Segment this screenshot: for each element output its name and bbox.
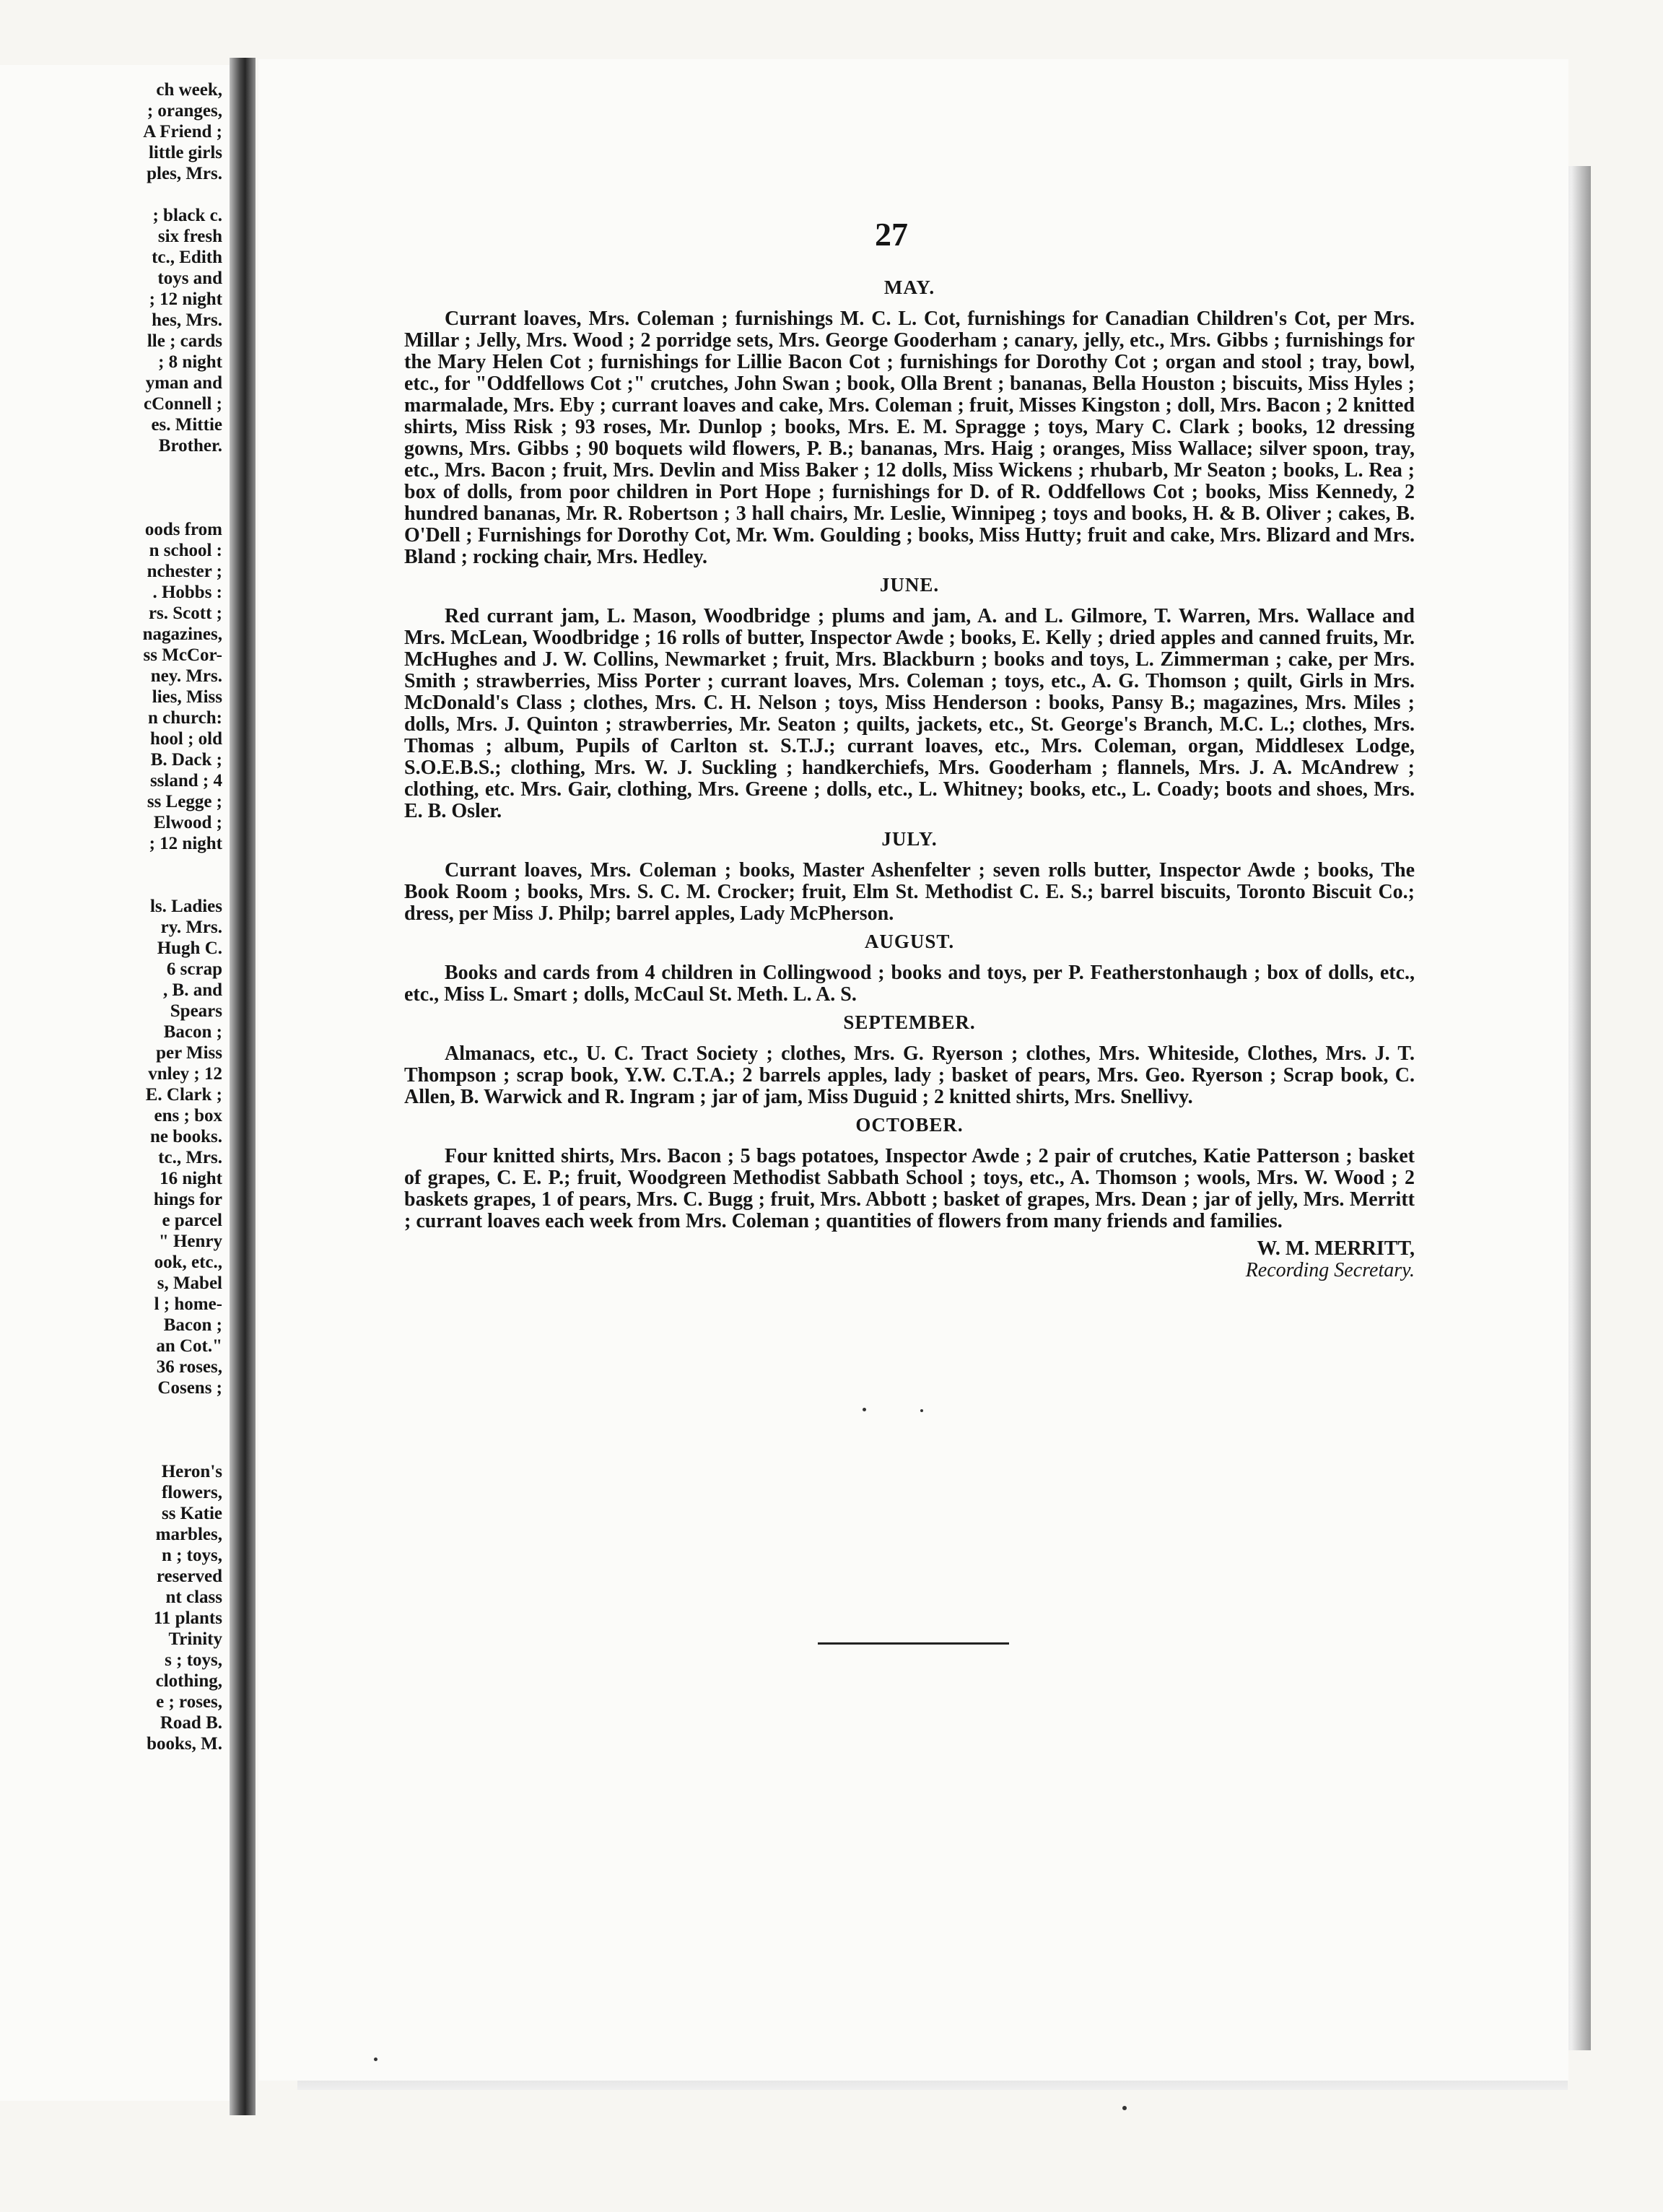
left-page-line: 36 roses, <box>156 1357 222 1377</box>
left-page-line: nt class <box>165 1588 222 1607</box>
left-page-line <box>143 875 222 896</box>
end-rule <box>818 1642 1009 1645</box>
left-page-line: nchester ; <box>147 562 222 581</box>
donations-list <box>404 271 1415 1281</box>
left-page-line: , B. and <box>163 980 222 1000</box>
month-heading-october: OCTOBER. <box>855 1114 964 1136</box>
left-page-line: ; 8 night <box>158 352 222 372</box>
month-entries-may: Currant loaves, Mrs. Coleman ; furnishings M. C. L. Cot, furnishings for Canadian Children's Cot, per Mrs. Millar ; Jelly, Mrs. Wood ; 2 porridge sets, Mrs. George Gooderham ; canary, jelly, etc., Mrs. Gibbs ; furnishings for the Mary Helen Cot ; furnishings for Lillie Bacon Cot ; furnishings for Dorothy Cot ; organ and stool ; tray, bowl, etc., for "Oddfellows Cot ;" crutches, John Swan ; book, Olla Brent ; bananas, Bella Houston ; biscuits, Miss Hyles ; marmalade, Mrs. Eby ; currant loaves and cake, Mrs. Coleman ; fruit, Misses Kingston ; doll, Mrs. Bacon ; 2 knitted shirts, Miss Risk ; 93 roses, Mr. Dunlop ; books, Mrs. E. M. Spragge ; toys, Mary C. Clark ; books, 12 dressing gowns, Mrs. Gibbs ; 90 boquets wild flowers, P. B.; bananas, Mrs. Haig ; oranges, Miss Wallace; silver spoon, tray, etc., Mrs. Bacon ; fruit, Mrs. Devlin and Miss Baker ; 12 dolls, Miss Wickens ; rhubarb, Mr Seaton ; books, L. Rea ; box of dolls, from poor children in Port Hope ; furnishings for D. of R. Oddfellows Cot ; books, Miss Kennedy, 2 hundred bananas, Mr. R. Robertson ; 3 hall chairs, Mr. Leslie, Winnipeg ; toys and books, H. & B. Oliver ; cakes, B. O'Dell ; Furnishings for Dorothy Cot, Mr. Wm. Goulding ; books, Miss Hutty; fruit and cake, Mrs. Blizard and Mrs. Bland ; rocking chair, Mrs. Hedley. <box>404 308 1415 568</box>
month-heading-august: AUGUST. <box>864 931 955 952</box>
left-page-fragment <box>0 65 231 2101</box>
left-page-line: ss McCor- <box>143 645 222 665</box>
left-page-line: Hugh C. <box>157 939 222 958</box>
left-page-line <box>143 1440 222 1461</box>
left-page-line: n church: <box>147 708 222 728</box>
left-page-line: tc., Mrs. <box>158 1148 222 1167</box>
left-page-line: 11 plants <box>153 1608 222 1628</box>
left-page-line: yman and <box>145 373 222 393</box>
left-page-line: ls. Ladies <box>149 897 222 916</box>
month-entries-october: Four knitted shirts, Mrs. Bacon ; 5 bags potatoes, Inspector Awde ; 2 pair of crutches, Katie Patterson ; basket of grapes, C. E. P.; fruit, Woodgreen Methodist Sabbath School ; toys, etc., A. Thomson ; wools, Mrs. W. Wood ; 2 baskets grapes, 1 of pears, Mrs. C. Bugg ; fruit, Mrs. Abbott ; basket of grapes, Mrs. Dean ; jar of jelly, Mrs. Merritt ; currant loaves each week from Mrs. Coleman ; quantities of flowers from many friends and families. <box>404 1145 1415 1232</box>
left-page-line: flowers, <box>162 1483 222 1502</box>
left-page-line: cConnell ; <box>143 394 222 414</box>
ink-speck <box>1122 2106 1127 2110</box>
left-page-line: e parcel <box>162 1211 222 1230</box>
month-entries-june: Red currant jam, L. Mason, Woodbridge ; plums and jam, A. and L. Gilmore, T. Warren, Mrs. Wallace and Mrs. McLean, Woodbridge ; 16 rolls of butter, Inspector Awde ; books, E. Kelly ; dried apples and canned fruits, Mr. McHughes and J. W. Collins, Newmarket ; fruit, Mrs. Blackburn ; books and toys, L. Zimmerman ; cake, per Mrs. Smith ; strawberries, Miss Porter ; currant loaves, Mrs. Coleman ; toys, etc., A. G. Thomson ; quilt, Girls in Mrs. McDonald's Class ; clothes, Mrs. C. H. Nelson ; toys, Miss Henderson : books, Pansy B.; magazines, Mrs. Miles ; dolls, Mrs. J. Quinton ; strawberries, Mr. Seaton ; quilts, jackets, etc., St. George's Branch, M.C. L.; clothes, Mrs. Thomas ; album, Pupils of Carlton st. S.T.J.; currant loaves, etc., Mrs. Coleman, organ, Middlesex Lodge, S.O.E.B.S.; clothing, Mrs. W. J. Suckling ; handkerchiefs, Mrs. Gooderham ; flannels, Mrs. J. A. McAndrew ; clothing, etc. Mrs. Gair, clothing, Mrs. Greene ; dolls, etc., L. Whitney; books, etc., L. Coady; boots and shoes, Mrs. E. B. Osler. <box>404 605 1415 822</box>
left-page-line: lies, Miss <box>152 687 222 707</box>
left-page-line: hes, Mrs. <box>152 310 222 330</box>
left-page-line: ry. Mrs. <box>160 918 222 937</box>
left-page-line: s, Mabel <box>157 1273 222 1293</box>
left-page-line: books, M. <box>147 1734 222 1754</box>
left-page-line: an Cot." <box>156 1336 222 1356</box>
month-heading-june: JUNE. <box>879 574 940 596</box>
left-page-line: ; oranges, <box>147 101 222 121</box>
left-page-line: Elwood ; <box>153 813 222 832</box>
left-page-line: . Hobbs : <box>152 583 222 602</box>
left-page-line: ss Legge ; <box>147 792 222 811</box>
left-page-line <box>143 498 222 519</box>
month-heading-may: MAY. <box>883 276 935 298</box>
ink-speck <box>374 2058 377 2061</box>
page-number: 27 <box>875 216 908 253</box>
left-page-line: ss Katie <box>161 1504 222 1523</box>
left-page-line: ook, etc., <box>154 1253 222 1272</box>
left-page-line: 6 scrap <box>166 959 222 979</box>
left-page-line: B. Dack ; <box>150 750 222 770</box>
month-heading-july: JULY. <box>881 828 938 850</box>
left-page-line: reserved <box>156 1567 222 1586</box>
left-page-line: ne books. <box>149 1127 222 1146</box>
left-page-line: lle ; cards <box>147 331 222 351</box>
month-entries-september: Almanacs, etc., U. C. Tract Society ; clothes, Mrs. G. Ryerson ; clothes, Mrs. Whiteside, Clothes, Mrs. J. T. Thompson ; scrap book, Y.W. C.T.A.; 2 barrels apples, lady ; basket of pears, Mrs. Geo. Ryerson ; Scrap book, C. Allen, B. Warwick and R. Ingram ; jar of jam, Miss Duguid ; 2 knitted shirts, Mrs. Snellivy. <box>404 1042 1415 1108</box>
page-gutter-shadow <box>230 58 256 2115</box>
left-page-line: hool ; old <box>149 729 222 749</box>
left-page-line: E. Clark ; <box>145 1085 222 1105</box>
left-page-line: Heron's <box>161 1462 222 1481</box>
left-page-line: " Henry <box>158 1232 222 1251</box>
left-page-line: Trinity <box>168 1629 222 1649</box>
left-page-line: oods from <box>144 520 222 539</box>
left-page-line <box>143 477 222 498</box>
left-page-line: ney. Mrs. <box>150 666 222 686</box>
left-page-text <box>143 79 222 1754</box>
month-entries-july: Currant loaves, Mrs. Coleman ; books, Master Ashenfelter ; seven rolls butter, Inspector Awde ; books, The Book Room ; books, Mrs. S. C. M. Crocker; fruit, Elm St. Methodist C. E. S.; barrel biscuits, Toronto Biscuit Co.; dress, per Miss J. Philp; barrel apples, Lady McPherson. <box>404 859 1415 925</box>
left-page-line: l ; home- <box>154 1294 222 1314</box>
left-page-line: ; black c. <box>152 206 222 225</box>
left-page-line: A Friend ; <box>143 122 222 141</box>
left-page-line: rs. Scott ; <box>148 604 222 623</box>
left-page-line: per Miss <box>156 1043 222 1063</box>
left-page-line: clothing, <box>155 1671 222 1691</box>
left-page-line: ples, Mrs. <box>147 164 222 183</box>
left-page-line <box>143 1419 222 1440</box>
left-page-line: n school : <box>149 541 222 560</box>
left-page-line: Bacon ; <box>163 1022 222 1042</box>
left-page-line <box>143 854 222 875</box>
left-page-line: marbles, <box>155 1525 222 1544</box>
left-page-line: Bacon ; <box>163 1315 222 1335</box>
left-page-line <box>143 456 222 477</box>
left-page-line: little girls <box>148 143 222 162</box>
left-page-line: vnley ; 12 <box>148 1064 222 1084</box>
left-page-line: e ; roses, <box>156 1692 222 1712</box>
left-page-line <box>143 1398 222 1419</box>
left-page-line: Brother. <box>158 436 222 456</box>
ink-speck <box>863 1408 866 1411</box>
left-page-line: Road B. <box>160 1713 222 1733</box>
left-page-line: tc., Edith <box>152 248 222 267</box>
left-page-line <box>143 184 222 205</box>
ink-speck <box>920 1409 923 1412</box>
left-page-line: ; 12 night <box>149 834 222 853</box>
left-page-line: ; 12 night <box>149 289 222 309</box>
left-page-line: ch week, <box>156 80 222 100</box>
month-heading-september: SEPTEMBER. <box>843 1011 976 1033</box>
left-page-line: nagazines, <box>142 624 222 644</box>
left-page-line: ens ; box <box>154 1106 222 1125</box>
month-entries-august: Books and cards from 4 children in Collingwood ; books and toys, per P. Featherstonhaugh ; box of dolls, etc., etc., Miss L. Smart ; dolls, McCaul St. Meth. L. A. S. <box>404 962 1415 1006</box>
left-page-line: 16 night <box>160 1169 222 1188</box>
left-page-line: es. Mittie <box>151 415 222 435</box>
left-page-line: Cosens ; <box>157 1378 222 1398</box>
left-page-line: Spears <box>170 1001 222 1021</box>
signature-title: Recording Secretary. <box>1245 1259 1415 1281</box>
signature-name: W. M. MERRITT, <box>1257 1237 1415 1260</box>
left-page-line: six fresh <box>157 227 222 246</box>
left-page-line: ssland ; 4 <box>149 771 222 791</box>
left-page-line: toys and <box>157 269 222 288</box>
left-page-line: n ; toys, <box>161 1546 222 1565</box>
left-page-line: hings for <box>153 1190 222 1209</box>
left-page-line: s ; toys, <box>165 1650 222 1670</box>
